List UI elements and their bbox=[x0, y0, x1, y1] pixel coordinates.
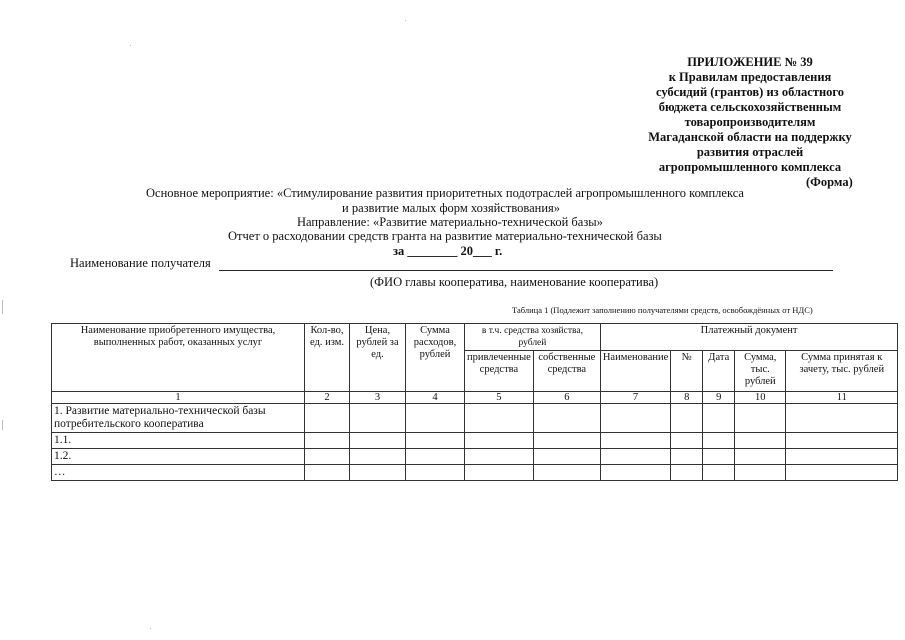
table-cell[interactable] bbox=[600, 465, 670, 481]
table-cell[interactable] bbox=[671, 449, 703, 465]
forma-label: (Форма) bbox=[806, 175, 853, 189]
table-cell[interactable] bbox=[600, 433, 670, 449]
appendix-line: бюджета сельскохозяйственным bbox=[658, 100, 842, 114]
table-cell[interactable] bbox=[406, 404, 465, 433]
table-cell[interactable] bbox=[350, 449, 406, 465]
column-number: 9 bbox=[703, 392, 735, 404]
table-cell[interactable] bbox=[786, 465, 898, 481]
recipient-label: Наименование получателя bbox=[70, 256, 211, 270]
scan-speck bbox=[405, 20, 406, 21]
measure-line-2: и развитие малых форм хозяйствования» bbox=[342, 201, 561, 215]
measure-line-1: Основное мероприятие: «Стимулирование развития приоритетных подотраслей агропромышленного комплекса bbox=[146, 186, 744, 200]
column-number: 2 bbox=[305, 392, 350, 404]
table-cell[interactable] bbox=[786, 449, 898, 465]
table-note: Таблица 1 (Подлежит заполнению получателями средств, освобождённых от НДС) bbox=[512, 305, 813, 315]
table-cell[interactable] bbox=[305, 449, 350, 465]
table-cell[interactable] bbox=[671, 404, 703, 433]
table-cell[interactable] bbox=[671, 433, 703, 449]
table-cell[interactable] bbox=[703, 433, 735, 449]
row-label: 1. Развитие материально-технической базы потребительского кооператива bbox=[52, 404, 305, 433]
header-doc-date: Дата bbox=[703, 351, 735, 392]
table-cell[interactable] bbox=[533, 404, 600, 433]
table-cell[interactable] bbox=[533, 465, 600, 481]
table-cell[interactable] bbox=[406, 449, 465, 465]
table-row bbox=[52, 404, 898, 433]
table-cell[interactable] bbox=[305, 465, 350, 481]
report-period: за ________ 20___ г. bbox=[393, 244, 503, 258]
table-row bbox=[52, 465, 898, 481]
header-doc-accepted: Сумма принятая к зачету, тыс. рублей bbox=[786, 351, 898, 392]
appendix-title: ПРИЛОЖЕНИЕ № 39 bbox=[687, 55, 813, 69]
header-own: собственные средства bbox=[533, 351, 600, 392]
table-cell[interactable] bbox=[703, 449, 735, 465]
column-number: 10 bbox=[735, 392, 786, 404]
table-cell[interactable] bbox=[350, 433, 406, 449]
header-borrowed: привлеченные средства bbox=[465, 351, 534, 392]
scan-speck bbox=[2, 300, 3, 314]
table-row bbox=[52, 433, 898, 449]
header-doc-sum: Сумма, тыс. рублей bbox=[735, 351, 786, 392]
table-cell[interactable] bbox=[406, 465, 465, 481]
table-cell[interactable] bbox=[671, 465, 703, 481]
table-cell[interactable] bbox=[600, 404, 670, 433]
table-cell[interactable] bbox=[305, 404, 350, 433]
appendix-header bbox=[600, 55, 900, 175]
column-number: 3 bbox=[350, 392, 406, 404]
scan-speck bbox=[2, 420, 3, 430]
table-cell[interactable] bbox=[703, 465, 735, 481]
table-cell[interactable] bbox=[735, 465, 786, 481]
table-cell[interactable] bbox=[786, 433, 898, 449]
recipient-hint: (ФИО главы кооператива, наименование кооператива) bbox=[370, 275, 659, 289]
table-cell[interactable] bbox=[735, 404, 786, 433]
table-cell[interactable] bbox=[465, 465, 534, 481]
table-row bbox=[52, 449, 898, 465]
report-title: Отчет о расходовании средств гранта на развитие материально-технической базы bbox=[228, 229, 662, 243]
table-cell[interactable] bbox=[735, 449, 786, 465]
appendix-line: Магаданской области на поддержку bbox=[648, 130, 852, 144]
table-cell[interactable] bbox=[786, 404, 898, 433]
appendix-line: развития отраслей bbox=[696, 145, 804, 159]
direction-line: Направление: «Развитие материально-технической базы» bbox=[297, 215, 603, 229]
table-cell[interactable] bbox=[350, 465, 406, 481]
header-price: Цена, рублей за ед. bbox=[350, 324, 406, 392]
column-number: 11 bbox=[786, 392, 898, 404]
table-cell[interactable] bbox=[350, 404, 406, 433]
table-cell[interactable] bbox=[533, 449, 600, 465]
row-label: 1.2. bbox=[52, 449, 305, 465]
column-number: 4 bbox=[406, 392, 465, 404]
header-doc-name: Наименование bbox=[600, 351, 670, 392]
appendix-line: к Правилам предоставления bbox=[668, 70, 832, 84]
row-label: 1.1. bbox=[52, 433, 305, 449]
column-number: 6 bbox=[533, 392, 600, 404]
column-number: 1 bbox=[52, 392, 305, 404]
header-qty: Кол-во, ед. изм. bbox=[305, 324, 350, 392]
row-label: … bbox=[52, 465, 305, 481]
column-number: 7 bbox=[600, 392, 670, 404]
table-cell[interactable] bbox=[533, 433, 600, 449]
header-total: Сумма расходов, рублей bbox=[406, 324, 465, 392]
header-name: Наименование приобретенного имущества, выполненных работ, оказанных услуг bbox=[52, 324, 305, 392]
table-cell[interactable] bbox=[465, 433, 534, 449]
expense-table bbox=[51, 323, 898, 481]
scan-speck bbox=[150, 628, 151, 629]
table-cell[interactable] bbox=[600, 449, 670, 465]
appendix-line: товаропроизводителям bbox=[684, 115, 816, 129]
scan-speck bbox=[130, 45, 131, 46]
column-number: 8 bbox=[671, 392, 703, 404]
table-cell[interactable] bbox=[703, 404, 735, 433]
table-cell[interactable] bbox=[735, 433, 786, 449]
header-payment-doc: Платежный документ bbox=[600, 324, 897, 351]
header-incl: в т.ч. средства хозяйства, рублей bbox=[465, 324, 601, 351]
table-cell[interactable] bbox=[406, 433, 465, 449]
table-cell[interactable] bbox=[465, 449, 534, 465]
appendix-line: субсидий (грантов) из областного bbox=[655, 85, 845, 99]
header-doc-no: № bbox=[671, 351, 703, 392]
table-cell[interactable] bbox=[465, 404, 534, 433]
table-cell[interactable] bbox=[305, 433, 350, 449]
column-number: 5 bbox=[465, 392, 534, 404]
appendix-line: агропромышленного комплекса bbox=[658, 160, 842, 174]
recipient-input-line[interactable] bbox=[219, 270, 833, 271]
